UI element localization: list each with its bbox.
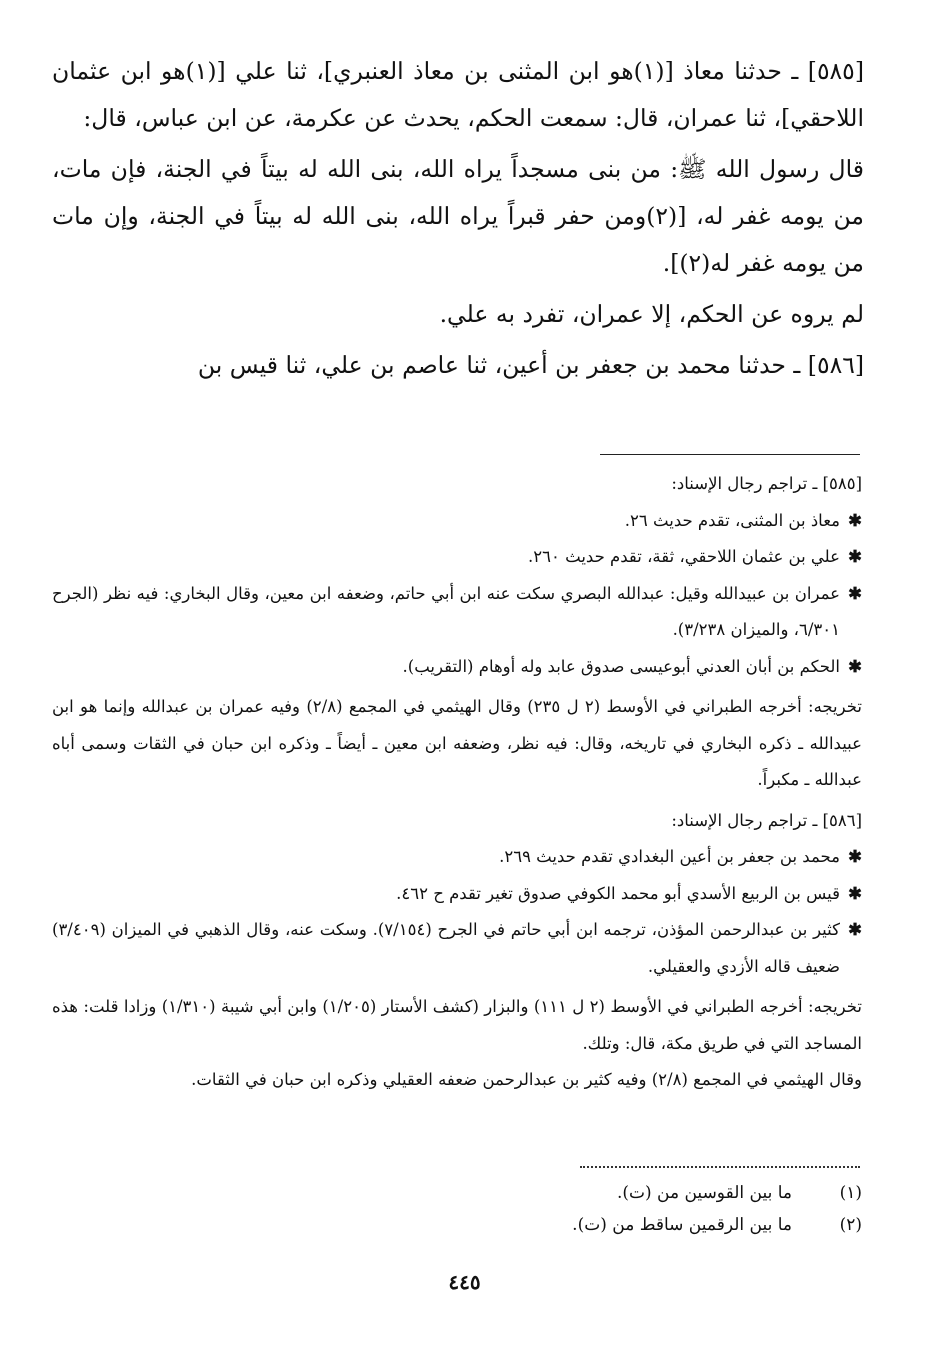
star-icon: ✱ (848, 656, 862, 676)
narrator-item: ✱الحكم بن أبان العدني أبوعيسى صدوق عابد وله أوهام (التقريب). (52, 649, 862, 686)
hadith-586-isnad: [٥٨٦] ـ حدثنا محمد بن جعفر بن أعين، ثنا عاصم بن علي، ثنا قيس بن (197, 351, 864, 379)
notes-586-heading: [٥٨٦] ـ تراجم رجال الإسناد: (671, 810, 862, 830)
footnote-separator (580, 1166, 860, 1168)
page-number: ٤٤٥ (448, 1270, 481, 1294)
star-icon: ✱ (848, 847, 862, 866)
hadith-585-matn: قال رسول الله ﷺ: من بنى مسجداً يراه الله، بنى الله له بيتاً في الجنة، فإن مات، من يومه غفر له، [(٢)ومن حفر قبراً يراه الله، بنى الله له بيتاً في الجنة، وإن مات من يومه غفر له(٢)]. (52, 155, 864, 277)
hadith-585-comment: لم يروه عن الحكم، إلا عمران، تفرد به علي. (439, 300, 864, 328)
narrator-item: ✱كثير بن عبدالرحمن المؤذن، ترجمه ابن أبي حاتم في الجرح (٧/١٥٤). وسكت عنه، وقال الذهبي في الميزان (٣/٤٠٩) ضعيف قاله الأزدي والعقيلي. (52, 912, 862, 985)
footnote-number: (٢) (839, 1215, 862, 1235)
footnote-2 (52, 1212, 862, 1238)
main-text (52, 48, 864, 397)
narrator-item: ✱عمران بن عبيدالله وقيل: عبدالله البصري سكت عنه ابن أبي حاتم، وضعفه ابن معين، وقال البخاري: فيه نظر (الجرح ٦/٣٠١، والميزان ٣/٢٣٨). (52, 576, 862, 649)
narrator-item: ✱محمد بن جعفر بن أعين البغدادي تقدم حديث ٢٦٩. (52, 839, 862, 876)
takhrij-585-text: تخريجه: أخرجه الطبراني في الأوسط (٢ ل ٢٣٥) وقال الهيثمي في المجمع (٢/٨) وفيه عمران بن عبدالله وإنما هو ابن عبيدالله ـ ذكره البخاري في تاريخه، وقال: فيه نظر، وضعفه ابن معين ـ أيضاً ـ وذكره ابن حبان في الثقات وسمى أباه عبدالله ـ مكبراً. (52, 697, 862, 789)
hadith-585-isnad: [٥٨٥] ـ حدثنا معاذ [(١)هو ابن المثنى بن معاذ العنبري]، ثنا علي [(١)هو ابن عثمان اللاحقي]، ثنا عمران، قال: سمعت الحكم، يحدث عن عكرمة، عن ابن عباس، قال: (52, 57, 864, 132)
star-icon: ✱ (848, 883, 862, 903)
notes-585-heading: [٥٨٥] ـ تراجم رجال الإسناد: (671, 474, 862, 493)
star-icon: ✱ (848, 510, 862, 530)
takhrij-586 (52, 989, 862, 1099)
narrator-item: ✱قيس بن الربيع الأسدي أبو محمد الكوفي صدوق تغير تقدم ح ٤٦٢. (52, 876, 862, 913)
commentary (52, 466, 862, 1103)
star-icon: ✱ (848, 920, 862, 939)
star-icon: ✱ (848, 583, 862, 603)
narrator-item: ✱معاذ بن المثنى، تقدم حديث ٢٦. (52, 503, 862, 540)
takhrij-586-text-a: تخريجه: أخرجه الطبراني في الأوسط (٢ ل ١١١) والبزار (كشف الأستار (١/٢٠٥) وابن أبي شيبة (١/٣١٠) وزادا قلت: هذه المساجد التي في طريق مكة، قال: وتلك. (52, 997, 863, 1053)
notes-585 (52, 466, 862, 685)
separator-line (600, 454, 860, 455)
footnote-number: (١) (839, 1183, 862, 1203)
notes-586 (52, 803, 862, 986)
footnote-text: ما بين الرقمين ساقط من (ت). (572, 1215, 792, 1235)
star-icon: ✱ (848, 547, 862, 566)
footnote-1 (52, 1180, 862, 1206)
takhrij-585 (52, 689, 862, 799)
takhrij-586-text-b: وقال الهيثمي في المجمع (٢/٨) وفيه كثير بن عبدالرحمن ضعفه العقيلي وذكره ابن حبان في الثقات. (191, 1070, 862, 1089)
footnote-text: ما بين القوسين من (ت). (616, 1183, 792, 1203)
narrator-item: ✱علي بن عثمان اللاحقي، ثقة، تقدم حديث ٢٦٠. (52, 539, 862, 576)
